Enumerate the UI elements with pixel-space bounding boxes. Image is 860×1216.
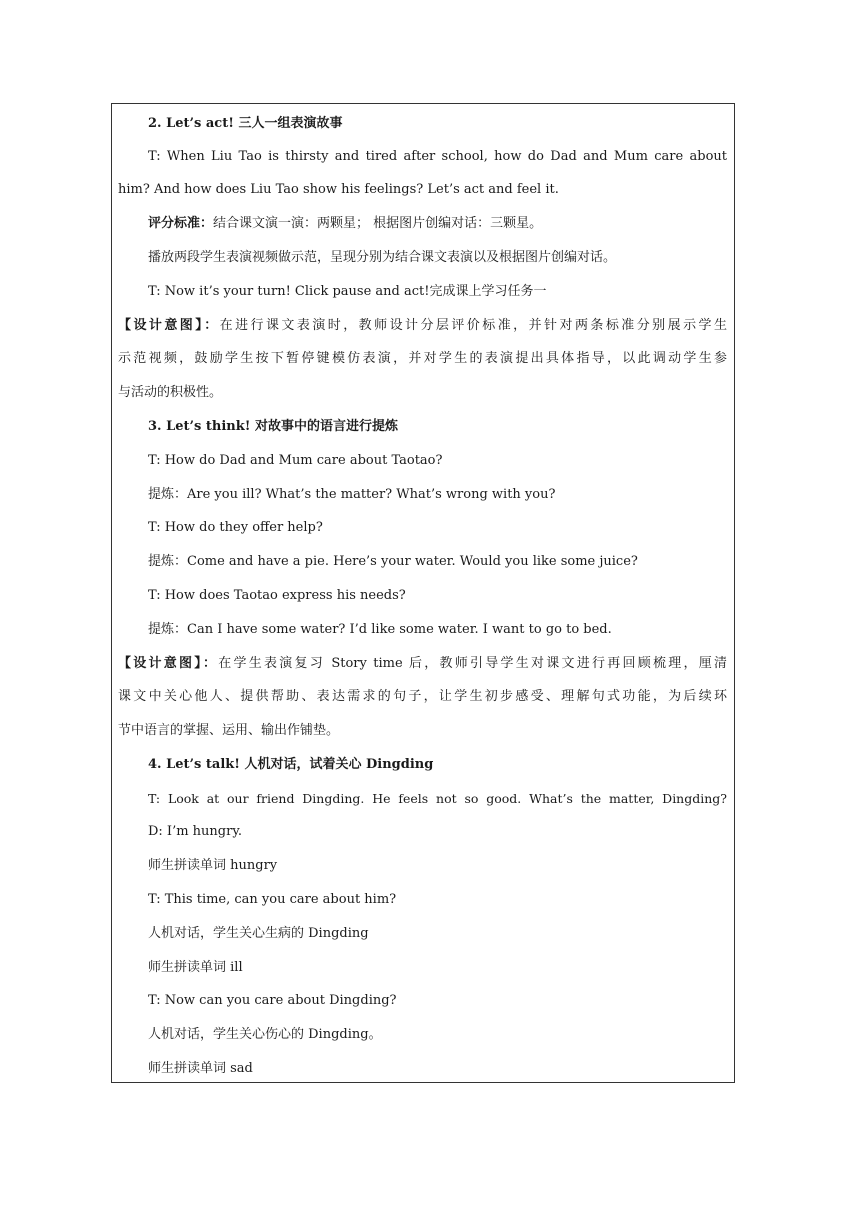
text-line: 师生拼读单词 sad: [148, 1061, 253, 1076]
text-line: D: I’m hungry.: [148, 824, 243, 839]
text-line: T: Now it’s your turn! Click pause and act!完成课上学习任务一: [148, 284, 547, 299]
text-line: T: How do Dad and Mum care about Taotao?: [148, 453, 443, 468]
design-intent-2: [112, 654, 734, 674]
lesson-plan-table-cell: [111, 103, 735, 1083]
text-line: 师生拼读单词 ill: [148, 960, 243, 975]
text-line: 人机对话，学生关心伤心的 Dingding。: [148, 1027, 382, 1042]
section-heading-talk: 4. Let’s talk! 人机对话，试着关心 Dingding: [148, 757, 434, 772]
text-line: T: How do they offer help?: [148, 520, 323, 535]
text-line: T: When Liu Tao is thirsty and tired after school, how do Dad and Mum care about: [148, 149, 727, 164]
text-line: T: Look at our friend Dingding. He feels not so good. What’s the matter, Dingding?: [148, 791, 727, 806]
design-intent-label: 【设计意图】：: [118, 656, 219, 671]
text-line: T: This time, can you care about him?: [148, 892, 397, 907]
text-line: 课文中关心他人、提供帮助、表达需求的句子，让学生初步感受、理解句式功能，为后续环: [118, 689, 727, 704]
section-heading-think: 3. Let’s think! 对故事中的语言进行提炼: [148, 419, 398, 434]
text-line: 提炼：Come and have a pie. Here’s your water. Would you like some juice?: [148, 554, 638, 569]
text-line: 人机对话，学生关心生病的 Dingding: [148, 926, 369, 941]
text-line: 提炼：Can I have some water? I’d like some water. I want to go to bed.: [148, 622, 612, 637]
text-line: 提炼：Are you ill? What’s the matter? What’s wrong with you?: [148, 487, 556, 502]
scoring-criteria: [112, 214, 734, 234]
text-line: 与活动的积极性。: [118, 385, 223, 400]
text-line: 节中语言的掌握、运用、输出作铺垫。: [118, 723, 340, 738]
design-intent-text: 在进行课文表演时，教师设计分层评价标准，并针对两条标准分别展示学生: [219, 318, 727, 333]
section-heading-act: 2. Let’s act! 三人一组表演故事: [148, 116, 343, 131]
text-line: 播放两段学生表演视频做示范，呈现分别为结合课文表演以及根据图片创编对话。: [148, 250, 617, 265]
scoring-criteria-text: 结合课文演一演：两颗星； 根据图片创编对话：三颗星。: [213, 216, 543, 231]
design-intent-text: 在学生表演复习 Story time 后，教师引导学生对课文进行再回顾梳理，厘清: [218, 656, 727, 671]
text-line: T: Now can you care about Dingding?: [148, 993, 397, 1008]
text-line: 示范视频，鼓励学生按下暂停键模仿表演，并对学生的表演提出具体指导，以此调动学生参: [118, 351, 727, 366]
design-intent-label: 【设计意图】：: [118, 318, 220, 333]
scoring-criteria-label: 评分标准：: [148, 216, 214, 231]
design-intent-1: [112, 316, 734, 336]
text-line: him? And how does Liu Tao show his feelings? Let’s act and feel it.: [118, 182, 559, 197]
text-line: 师生拼读单词 hungry: [148, 858, 278, 873]
text-line: T: How does Taotao express his needs?: [148, 588, 406, 603]
